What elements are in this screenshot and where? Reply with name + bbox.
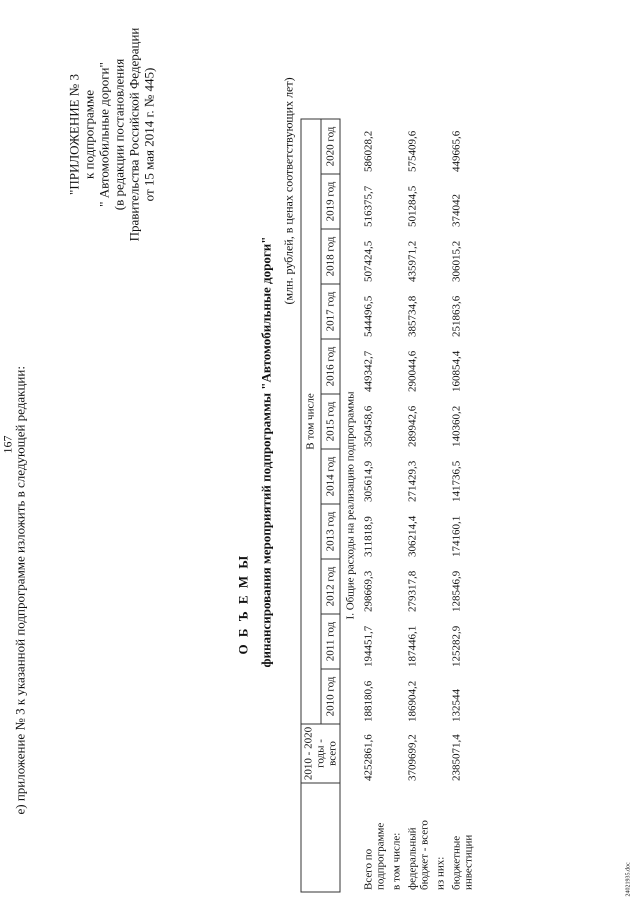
year-value: 140360,2 [450,405,463,447]
year-value: 289942,6 [406,405,419,447]
year-header: 2020 год [321,119,341,174]
year-value: 374042 [450,194,463,227]
appendix-line: Правительства Российской Федерации [126,27,142,242]
year-value: 271429,3 [406,460,419,502]
rotated-content [1,0,640,905]
label-header [301,783,340,892]
row-label: федеральный бюджет - всего [406,820,431,890]
year-value: 187446,1 [406,625,419,667]
year-value: 306214,4 [406,515,419,557]
year-value: 544496,5 [362,295,375,337]
year-value: 516375,7 [362,185,375,227]
appendix-line: от 15 мая 2014 г. № 445) [141,67,157,202]
year-value: 194451,7 [362,625,375,667]
year-value: 435971,2 [406,240,419,282]
year-value: 306015,2 [450,240,463,282]
year-header: 2016 год [321,339,341,394]
year-header: 2014 год [321,449,341,504]
year-value: 279317,8 [406,570,419,612]
group-header: В том числе [301,119,321,724]
appendix-line: " Автомобильные дороги" [96,62,112,207]
footer-filename: 24021935.doc [625,862,632,897]
appendix-line: (в редакции постановления [111,58,127,211]
year-value: 160854,4 [450,350,463,392]
year-header: 2015 год [321,394,341,449]
year-value: 305614,9 [362,460,375,502]
year-header: 2017 год [321,284,341,339]
year-header: 2012 год [321,559,341,614]
year-value: 586028,2 [362,130,375,172]
year-value: 132544 [450,689,463,722]
year-value: 125282,9 [450,625,463,667]
year-value: 251863,6 [450,295,463,337]
year-value: 188180,6 [362,680,375,722]
row-total: 4252861,6 [362,734,375,781]
year-header: 2013 год [321,504,341,559]
year-value: 350458,6 [362,405,375,447]
year-value: 311818,9 [362,516,375,557]
year-value: 186904,2 [406,680,419,722]
year-value: 507424,5 [362,240,375,282]
year-value: 385734,8 [406,295,419,337]
document-heading: О Б Ъ Е М Ы [235,553,251,655]
funding-table [301,119,477,893]
year-value: 449342,7 [362,350,375,392]
table-row [389,119,405,892]
total-header: 2010 - 2020 годы - всего [301,724,340,783]
table-row [449,119,477,892]
year-value: 128546,9 [450,570,463,612]
row-total: 3709699,2 [406,734,419,781]
table-row [433,119,449,892]
table-body [340,119,477,892]
appendix-title: "ПРИЛОЖЕНИЕ № 3 [66,74,82,195]
year-header: 2019 год [321,174,341,229]
appendix-line: к подпрограмме [81,89,97,180]
row-total: 2385071,4 [450,734,463,781]
appendix-header [67,5,157,265]
year-value: 449665,6 [450,130,463,172]
year-value: 501284,5 [406,185,419,227]
section-title: I. Общие расходы на реализацию подпрограммы [344,391,357,620]
year-header: 2011 год [321,614,341,669]
row-label: бюджетные инвестиции [450,834,475,890]
row-label: Всего по подпрограмме [362,822,387,890]
year-header: 2018 год [321,229,341,284]
table-row [405,119,433,892]
year-header: 2010 год [321,669,341,724]
year-value: 174160,1 [450,515,463,557]
year-value: 575409,6 [406,130,419,172]
year-value: 141736,5 [450,460,463,502]
year-value: 298669,3 [362,570,375,612]
document-subheading: финансирования мероприятий подпрограммы "Автомобильные дороги" [258,236,274,668]
intro-text: е) приложение № 3 к указанной подпрограмме изложить в следующей редакции: [12,366,28,815]
year-value: 290044,6 [406,350,419,392]
table-row [361,119,389,892]
units-note: (млн. рублей, в ценах соответствующих лет) [281,77,296,305]
row-label: из них: [434,856,447,890]
row-label: в том числе: [390,832,403,890]
page-number: 167 [0,435,15,454]
